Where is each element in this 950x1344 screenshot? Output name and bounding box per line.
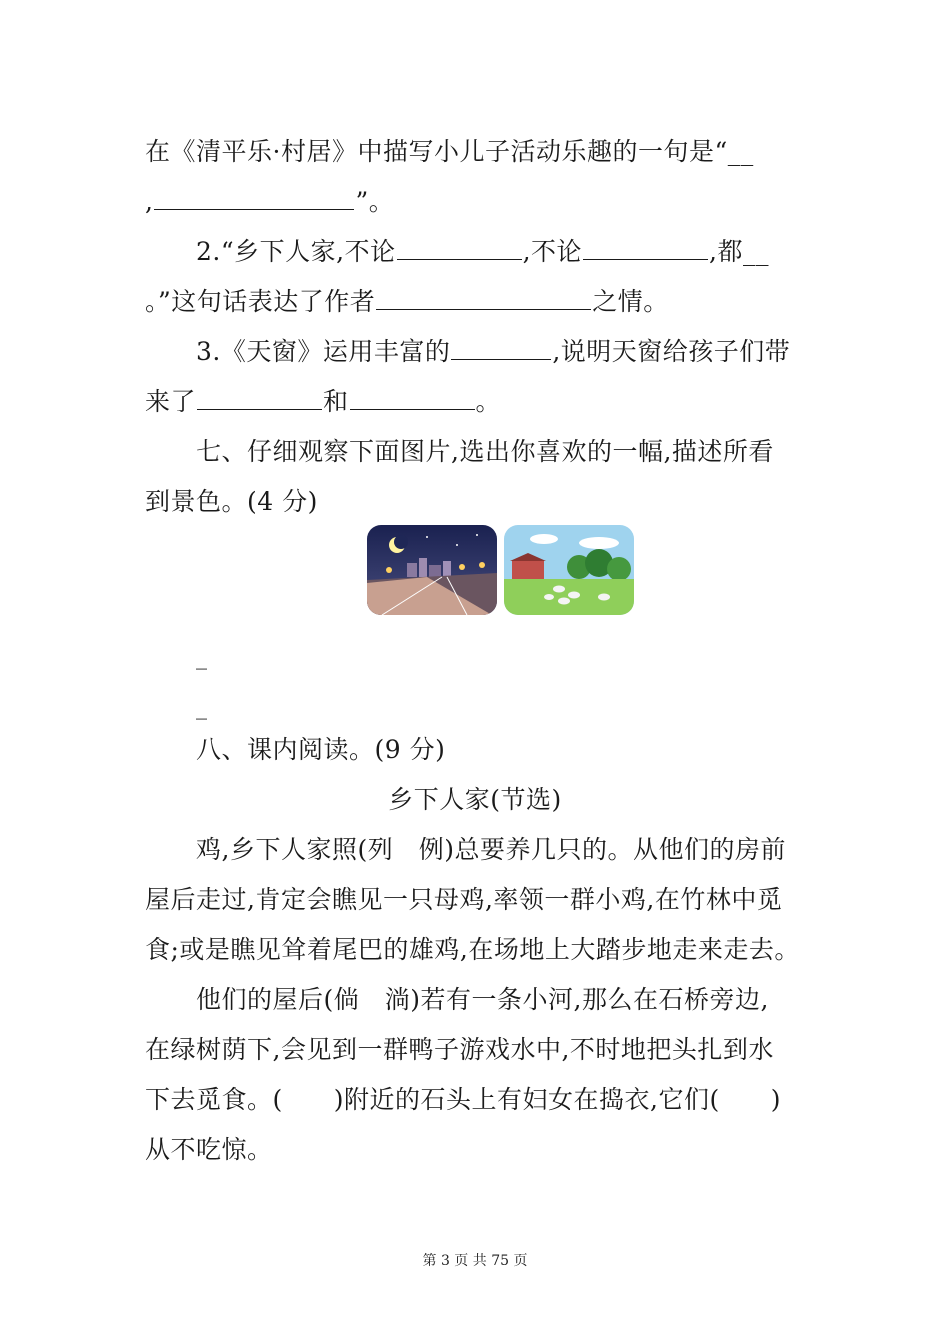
answer-line[interactable]: _	[196, 695, 207, 720]
night-city-road-image[interactable]	[367, 525, 497, 615]
section-7-heading: 七、仔细观察下面图片,选出你喜欢的一幅,描述所看	[196, 437, 774, 466]
answer-blank[interactable]	[350, 387, 475, 410]
text-line: 来了 和 。	[145, 387, 502, 416]
answer-blank[interactable]	[397, 237, 522, 260]
page-footer: 第 3 页 共 75 页	[422, 1253, 528, 1269]
scene-pictures	[367, 525, 637, 617]
passage-line: 屋后走过,肯定会瞧见一只母鸡,率领一群小鸡,在竹林中觅	[145, 885, 783, 914]
countryside-sheep-image[interactable]	[504, 525, 634, 615]
answer-blank[interactable]	[197, 387, 322, 410]
answer-blank[interactable]	[376, 287, 591, 310]
answer-blank[interactable]	[583, 237, 708, 260]
question-3: 3.《天窗》运用丰富的 ,说明天窗给孩子们带	[196, 337, 791, 366]
passage-line: 他们的屋后(倘 淌)若有一条小河,那么在石桥旁边,	[196, 985, 769, 1014]
section-8-heading: 八、课内阅读。(9 分)	[196, 735, 446, 764]
passage-line: 从不吃惊。	[145, 1135, 273, 1164]
text-line: 。”这句话表达了作者 之情。	[145, 287, 669, 316]
passage-title: 乡下人家(节选)	[388, 785, 562, 814]
passage-line: 下去觅食。( )附近的石头上有妇女在捣衣,它们( )	[145, 1085, 781, 1114]
passage-line: 在绿树荫下,会见到一群鸭子游戏水中,不时地把头扎到水	[145, 1035, 774, 1064]
answer-blank[interactable]	[451, 337, 551, 360]
question-2: 2.“乡下人家,不论 ,不论 ,都__	[196, 237, 769, 266]
answer-line[interactable]: _	[196, 645, 207, 670]
text-line: 在《清平乐·村居》中描写小儿子活动乐趣的一句是“__	[145, 137, 754, 166]
passage-line: 鸡,乡下人家照(列 例)总要养几只的。从他们的房前	[196, 835, 786, 864]
text-line: , ”。	[145, 187, 395, 216]
text-line: 到景色。(4 分)	[145, 487, 318, 516]
answer-blank[interactable]	[154, 187, 354, 210]
passage-line: 食;或是瞧见耸着尾巴的雄鸡,在场地上大踏步地走来走去。	[145, 935, 800, 964]
